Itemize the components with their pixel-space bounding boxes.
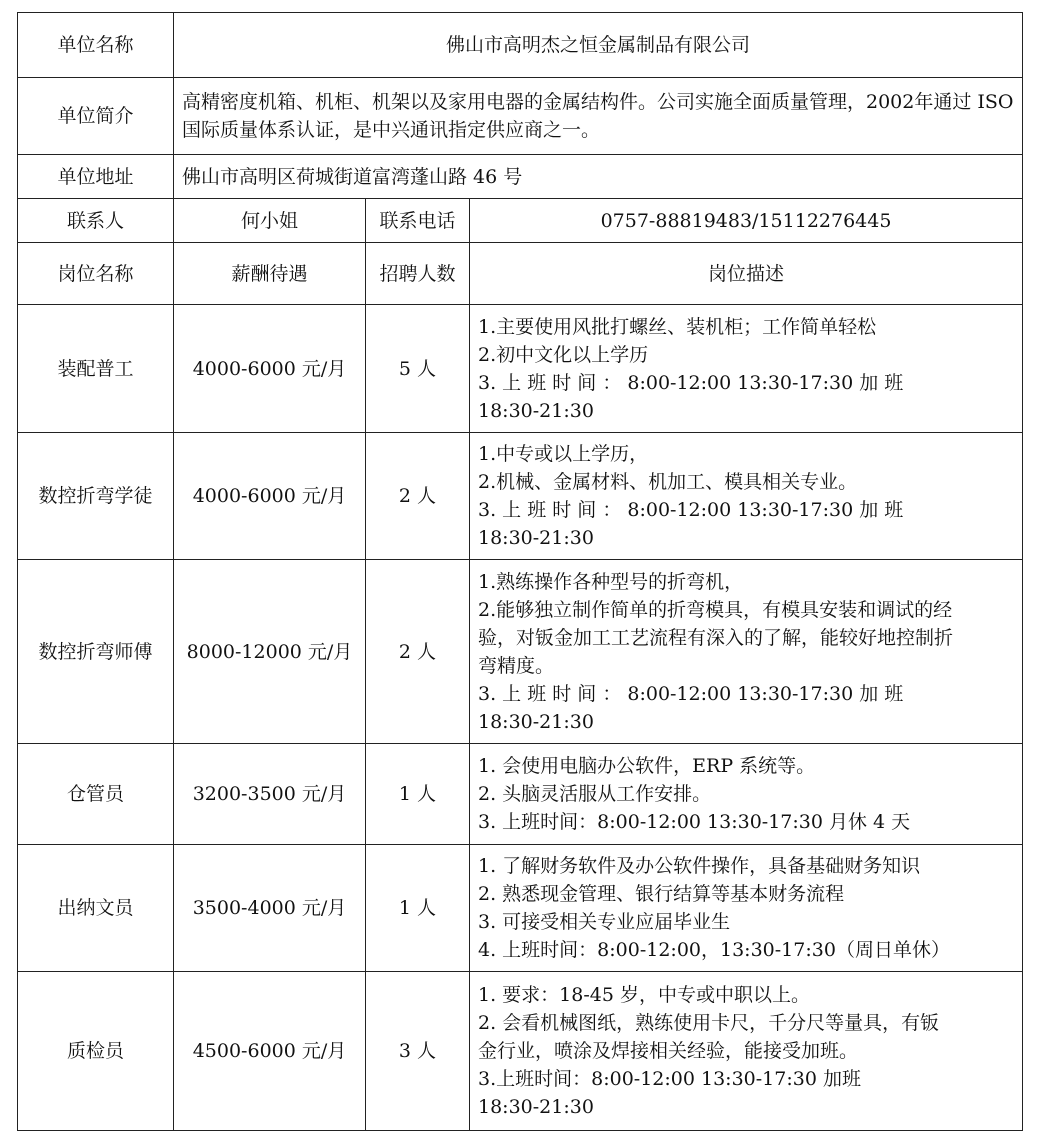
header-count: 招聘人数: [366, 243, 470, 305]
position-row: [18, 972, 1023, 1131]
description-line: 2.能够独立制作简单的折弯模具，有模具安装和调试的经: [478, 598, 953, 621]
company-address-row: [18, 155, 1023, 199]
description-line: 3. 上班时间：8:00-12:00 13:30-17:30 月休 4 天: [478, 811, 911, 833]
description-line: 1.熟练操作各种型号的折弯机，: [478, 570, 744, 593]
position-salary: 4000-6000 元/月: [174, 305, 366, 433]
description-line: 2.机械、金属材料、机加工、模具相关专业。: [478, 471, 858, 493]
description-line: 2.初中文化以上学历: [478, 343, 649, 366]
description-line: 18:30-21:30: [478, 399, 594, 422]
description-line: 18:30-21:30: [478, 527, 594, 549]
position-count: 1 人: [366, 744, 470, 845]
header-position: 岗位名称: [18, 243, 174, 305]
description-line: 1. 会使用电脑办公软件，ERP 系统等。: [478, 755, 816, 777]
description-line: 3. 上 班 时 间 ： 8:00-12:00 13:30-17:30 加 班: [478, 371, 904, 394]
description-line: 4. 上班时间：8:00-12:00，13:30-17:30（周日单休）: [478, 939, 950, 961]
description-line: 金行业，喷涂及焊接相关经验，能接受加班。: [478, 1040, 859, 1062]
header-row: [18, 243, 1023, 305]
recruitment-table: [17, 12, 1023, 1131]
description-line: 2. 头脑灵活服从工作安排。: [478, 783, 712, 805]
position-salary: 4000-6000 元/月: [174, 433, 366, 560]
position-count: 2 人: [366, 560, 470, 744]
description-line: 弯精度。: [478, 654, 555, 677]
description-line: 1.主要使用风批打螺丝、装机柜；工作简单轻松: [478, 315, 877, 338]
contact-row: [18, 199, 1023, 243]
description-line: 3. 上 班 时 间 ： 8:00-12:00 13:30-17:30 加 班: [478, 499, 904, 521]
contact-person: 何小姐: [174, 199, 366, 243]
position-row: [18, 744, 1023, 845]
description-line: 3. 可接受相关专业应届毕业生: [478, 911, 731, 933]
contact-label: 联系人: [18, 199, 174, 243]
position-count: 5 人: [366, 305, 470, 433]
position-description: [470, 305, 1023, 433]
position-description: [470, 433, 1023, 560]
position-salary: 3200-3500 元/月: [174, 744, 366, 845]
company-name-label: 单位名称: [18, 13, 174, 78]
description-line: 2. 会看机械图纸，熟练使用卡尺，千分尺等量具，有钣: [478, 1012, 940, 1034]
position-count: 2 人: [366, 433, 470, 560]
position-description: [470, 744, 1023, 845]
company-intro-row: [18, 78, 1023, 155]
position-salary: 3500-4000 元/月: [174, 845, 366, 972]
company-name: 佛山市高明杰之恒金属制品有限公司: [174, 13, 1023, 78]
position-count: 3 人: [366, 972, 470, 1131]
description-line: 3.上班时间：8:00-12:00 13:30-17:30 加班: [478, 1068, 861, 1090]
position-row: [18, 845, 1023, 972]
position-name: 质检员: [18, 972, 174, 1131]
description-line: 2. 熟悉现金管理、银行结算等基本财务流程: [478, 883, 845, 905]
description-line: 验，对钣金加工工艺流程有深入的了解，能较好地控制折: [478, 626, 954, 649]
description-line: 1. 要求：18-45 岁，中专或中职以上。: [478, 984, 810, 1006]
position-row: [18, 560, 1023, 744]
description-line: 1. 了解财务软件及办公软件操作，具备基础财务知识: [478, 855, 921, 877]
position-name: 仓管员: [18, 744, 174, 845]
phone-label: 联系电话: [366, 199, 470, 243]
company-intro: 高精密度机箱、机柜、机架以及家用电器的金属结构件。公司实施全面质量管理，2002年通过 ISO 国际质量体系认证，是中兴通讯指定供应商之一。: [174, 78, 1023, 155]
position-name: 出纳文员: [18, 845, 174, 972]
position-description: [470, 560, 1023, 744]
header-salary: 薪酬待遇: [174, 243, 366, 305]
description-line: 18:30-21:30: [478, 1096, 594, 1118]
position-row: [18, 305, 1023, 433]
company-address: 佛山市高明区荷城街道富湾蓬山路 46 号: [174, 155, 1023, 199]
position-count: 1 人: [366, 845, 470, 972]
position-name: 装配普工: [18, 305, 174, 433]
position-name: 数控折弯师傅: [18, 560, 174, 744]
description-line: 3. 上 班 时 间 ： 8:00-12:00 13:30-17:30 加 班: [478, 682, 904, 705]
position-name: 数控折弯学徒: [18, 433, 174, 560]
company-name-row: [18, 13, 1023, 78]
position-row: [18, 433, 1023, 560]
position-description: [470, 972, 1023, 1131]
position-salary: 4500-6000 元/月: [174, 972, 366, 1131]
description-line: 1.中专或以上学历，: [478, 443, 649, 465]
header-description: 岗位描述: [470, 243, 1023, 305]
position-description: [470, 845, 1023, 972]
company-address-label: 单位地址: [18, 155, 174, 199]
phone-number: 0757-88819483/15112276445: [470, 199, 1023, 243]
position-salary: 8000-12000 元/月: [174, 560, 366, 744]
description-line: 18:30-21:30: [478, 710, 594, 733]
company-intro-label: 单位简介: [18, 78, 174, 155]
